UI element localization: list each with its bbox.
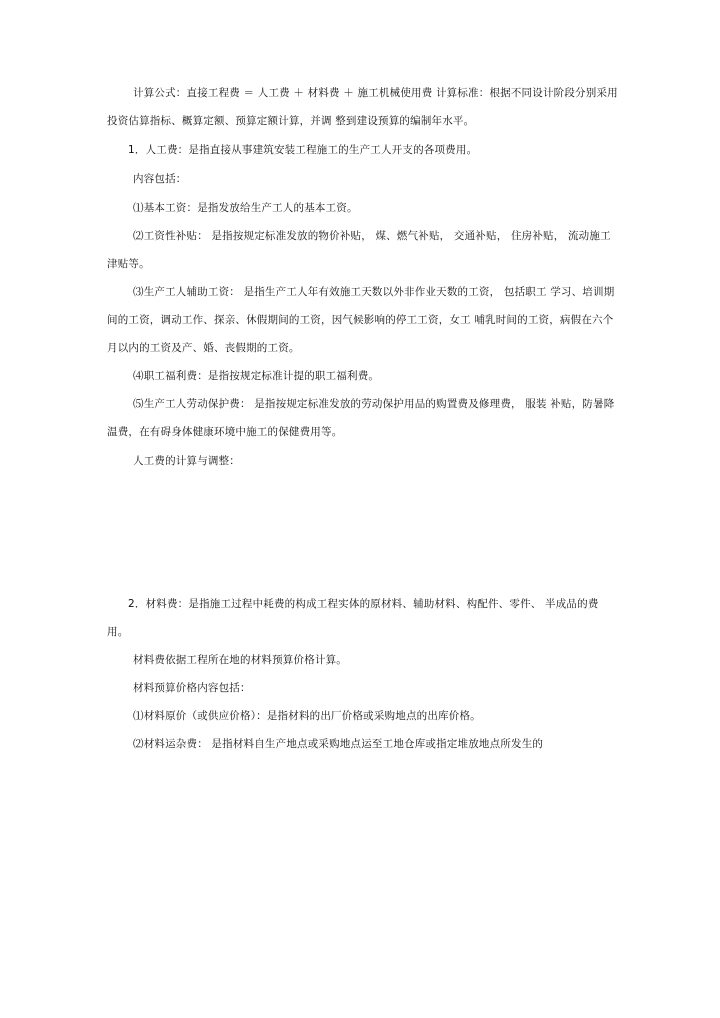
paragraph-formula: 计算公式：直接工程费 ＝ 人工费 ＋ 材料费 ＋ 施工机械使用费 计算标准：根据不同设计阶段分别采用 bbox=[133, 87, 618, 99]
heading-labor-cost: 1．人工费：是指直接从事建筑安装工程施工的生产工人开支的各项费用。 bbox=[128, 144, 478, 156]
material-cost-basis: 材料费依据工程所在地的材料预算价格计算。 bbox=[133, 654, 347, 666]
item-material-original-price: ⑴材料原价（或供应价格）：是指材料的出厂价格或采购地点的出库价格。 bbox=[133, 710, 481, 722]
item-basic-wage: ⑴基本工资：是指发放给生产工人的基本工资。 bbox=[133, 202, 358, 214]
paragraph-formula-cont: 投资估算指标、概算定额、预算定额计算，并调 整到建设预算的编制年水平。 bbox=[107, 115, 475, 127]
item-auxiliary-wage-cont-2: 月以内的工资及产、婚、丧假期的工资。 bbox=[107, 342, 300, 354]
item-wage-subsidy-cont: 津贴等。 bbox=[107, 258, 150, 270]
item-auxiliary-wage-cont-1: 间的工资，调动工作、探亲、休假期间的工资，因气候影响的停工工资，女工 哺乳时间的工资，病假在六个 bbox=[107, 314, 614, 326]
heading-material-cost-cont: 用。 bbox=[107, 626, 129, 638]
heading-material-cost: 2．材料费：是指施工过程中耗费的构成工程实体的原材料、辅助材料、构配件、零件、 半成品的费 bbox=[128, 598, 599, 610]
item-auxiliary-wage: ⑶生产工人辅助工资： 是指生产工人年有效施工天数以外非作业天数的工资， 包括职工 学习、培训期 bbox=[133, 286, 615, 298]
item-wage-subsidy: ⑵工资性补贴： 是指按规定标准发放的物价补贴， 煤、燃气补贴， 交通补贴， 住房补贴， 流动施工 bbox=[133, 230, 611, 242]
item-labor-protection: ⑸生产工人劳动保护费： 是指按规定标准发放的劳动保护用品的购置费及修理费， 服装 补贴，防暑降 bbox=[133, 398, 615, 410]
item-labor-protection-cont: 温费，在有碍身体健康环境中施工的保健费用等。 bbox=[107, 426, 343, 438]
labor-cost-calc-heading: 人工费的计算与调整： bbox=[133, 455, 240, 467]
material-price-includes: 材料预算价格内容包括： bbox=[133, 682, 251, 694]
item-material-transport: ⑵材料运杂费： 是指材料自生产地点或采购地点运至工地仓库或指定堆放地点所发生的 bbox=[133, 738, 544, 750]
content-includes-label: 内容包括： bbox=[133, 173, 187, 185]
item-welfare-fee: ⑷职工福利费：是指按规定标准计提的职工福利费。 bbox=[133, 370, 380, 382]
